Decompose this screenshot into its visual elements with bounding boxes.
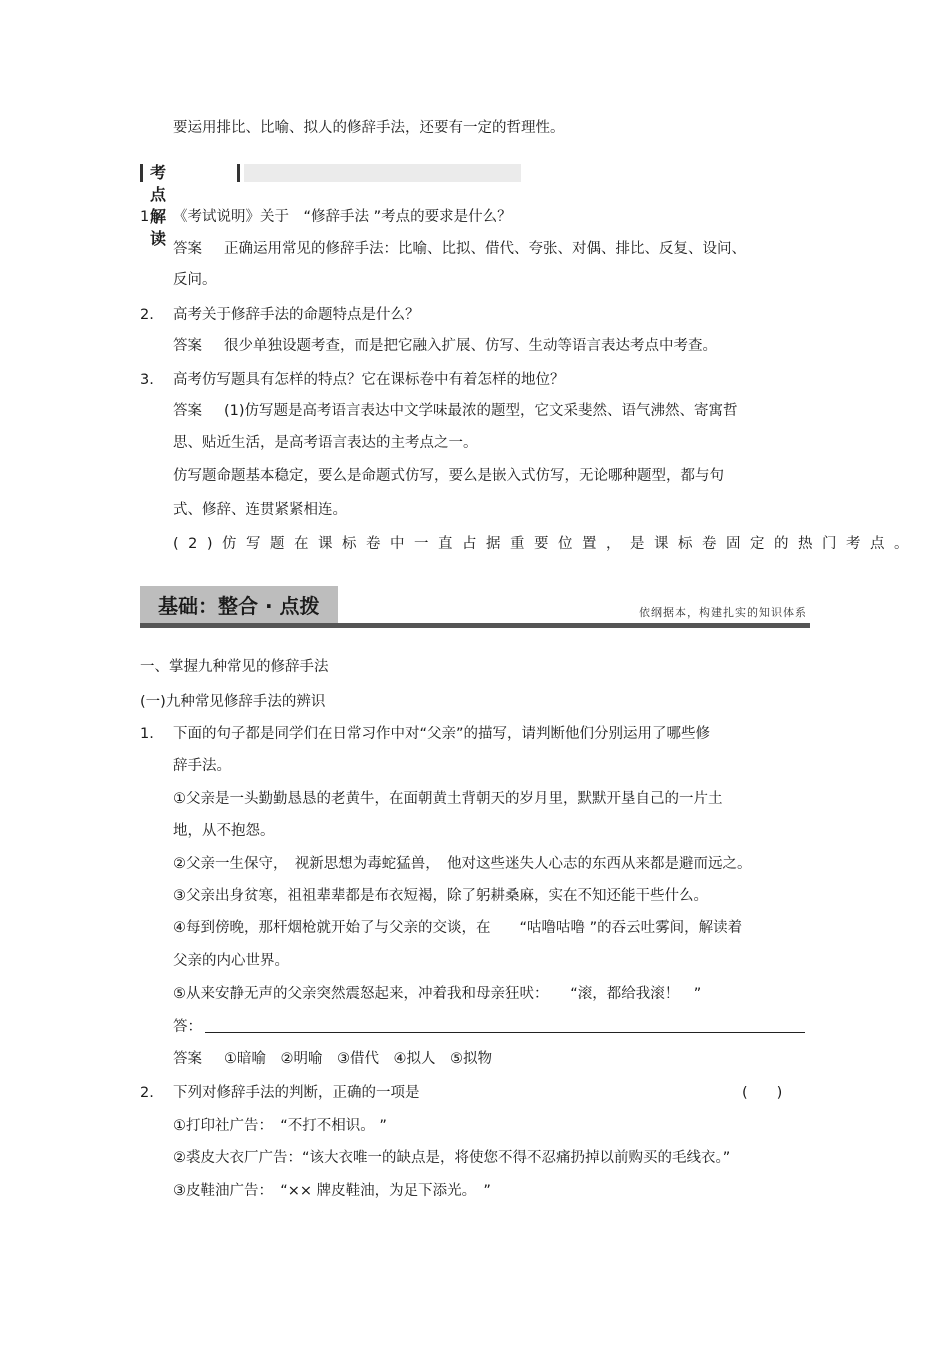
answer-blank[interactable] — [205, 1032, 805, 1033]
exercise-item: ⑤从来安静无声的父亲突然震怒起来，冲着我和母亲狂吠： “滚，都给我滚！ ” — [173, 986, 702, 1002]
answer-text: 思、贴近生活，是高考语言表达的主考点之一。 — [173, 435, 478, 451]
answer-label: 答案 — [173, 1051, 202, 1067]
exercise-number: 2. — [140, 1085, 154, 1101]
exercise-text: 辞手法。 — [173, 758, 231, 774]
question-text: 高考仿写题具有怎样的特点？它在课标卷中有着怎样的地位？ — [173, 372, 565, 388]
section-header-bar — [237, 164, 240, 182]
answer-text: ①暗喻 ②明喻 ③借代 ④拟人 ⑤拟物 — [224, 1051, 492, 1067]
answer-text: 反问。 — [173, 272, 217, 288]
exercise-number: 1. — [140, 726, 154, 742]
exercise-item: ①打印社广告： “不打不相识。 ” — [173, 1118, 387, 1134]
answer-text: 仿写题命题基本稳定，要么是命题式仿写，要么是嵌入式仿写，无论哪种题型，都与句 — [173, 468, 724, 484]
answer-bracket[interactable]: ( ) — [742, 1085, 783, 1101]
section-header-band — [244, 164, 521, 182]
section-title: 考点解读 — [150, 163, 169, 248]
exercise-item: ④每到傍晚，那杆烟枪就开始了与父亲的交谈，在 “咕噜咕噜 ”的吞云吐雾间，解读着 — [173, 920, 743, 936]
exercise-item: ②裘皮大衣厂广告：“该大衣唯一的缺点是，将使您不得不忍痛扔掉以前购买的毛线衣。” — [173, 1150, 731, 1166]
exercise-item: 地，从不抱怨。 — [173, 823, 275, 839]
banner-title: 基础：整合 · 点拨 — [158, 594, 320, 618]
exercise-item: ②父亲一生保守， 视新思想为毒蛇猛兽， 他对这些迷失人心志的东西从来都是避而远之。 — [173, 856, 752, 872]
part-heading: 一、掌握九种常见的修辞手法 — [140, 659, 329, 675]
exercise-text: 下面的句子都是同学们在日常习作中对“父亲”的描写，请判断他们分别运用了哪些修 — [173, 726, 711, 742]
question-number: 1. — [140, 209, 154, 225]
exercise-item: ①父亲是一头勤勤恳恳的老黄牛，在面朝黄土背朝天的岁月里，默默开垦自己的一片土 — [173, 791, 723, 807]
banner-subtitle: 依纲据本，构建扎实的知识体系 — [639, 606, 807, 619]
answer-label: 答案 — [173, 338, 202, 354]
answer-text: (2)仿写题在课标卷中一直占据重要位置，是课标卷固定的热门考点。 — [173, 536, 919, 552]
answer-text: 式、修辞、连贯紧紧相连。 — [173, 502, 347, 518]
answer-text: (1)仿写题是高考语言表达中文学味最浓的题型，它文采斐然、语气沸然、寄寓哲 — [224, 403, 738, 419]
question-number: 3. — [140, 372, 154, 388]
exercise-item: 父亲的内心世界。 — [173, 953, 289, 969]
part-subheading: (一)九种常见修辞手法的辨识 — [140, 694, 326, 710]
answer-text: 很少单独设题考查，而是把它融入扩展、仿写、生动等语言表达考点中考查。 — [224, 338, 717, 354]
answer-text: 正确运用常见的修辞手法：比喻、比拟、借代、夸张、对偶、排比、反复、设问、 — [224, 241, 746, 257]
question-text: 高考关于修辞手法的命题特点是什么？ — [173, 307, 420, 323]
exercise-text: 下列对修辞手法的判断，正确的一项是 — [173, 1085, 420, 1101]
exercise-item: ③父亲出身贫寒，祖祖辈辈都是布衣短褐，除了躬耕桑麻，实在不知还能干些什么。 — [173, 888, 708, 904]
answer-label: 答案 — [173, 403, 202, 419]
answer-label: 答案 — [173, 241, 202, 257]
exercise-item: ③皮鞋油广告： “×× 牌皮鞋油，为足下添光。 ” — [173, 1183, 491, 1199]
banner-rule — [140, 623, 810, 628]
question-text: 《考试说明》关于 “修辞手法 ”考点的要求是什么？ — [173, 209, 512, 225]
section-header-bar — [140, 164, 143, 182]
question-number: 2. — [140, 307, 154, 323]
intro-line: 要运用排比、比喻、拟人的修辞手法，还要有一定的哲理性。 — [173, 120, 565, 136]
blank-label: 答： — [173, 1019, 202, 1035]
